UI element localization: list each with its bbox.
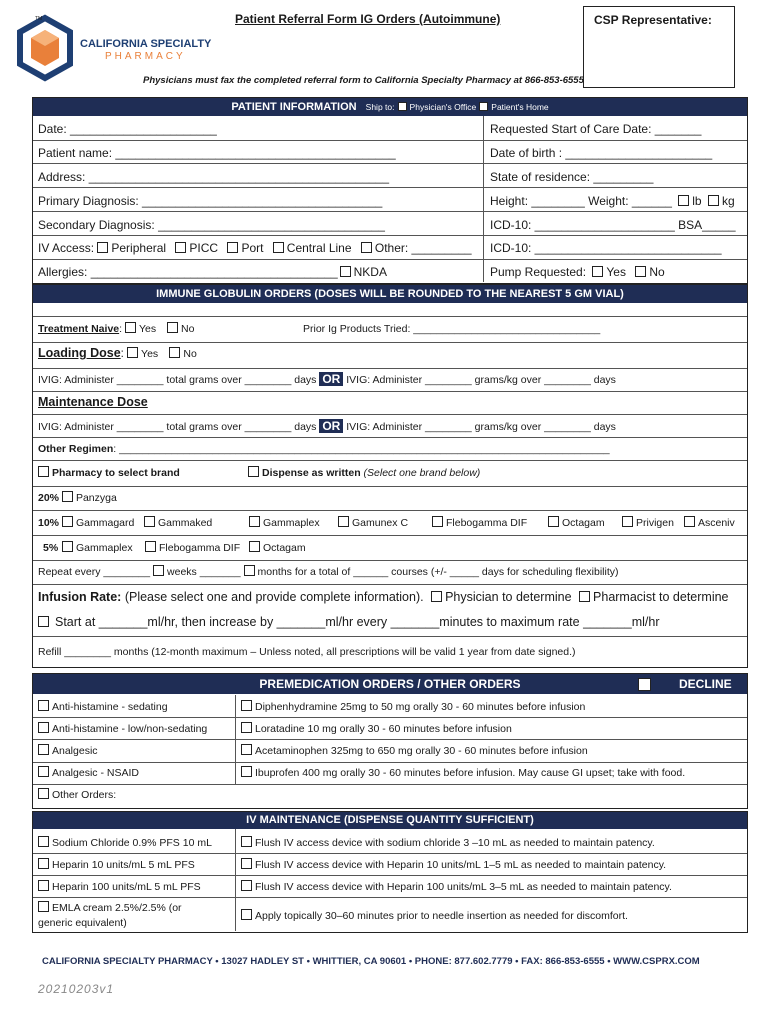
loading-dose-row: Loading Dose: Yes No [38,346,197,360]
checkbox-icon[interactable] [678,195,689,206]
other-orders-field[interactable]: Other Orders: [38,788,116,802]
checkbox-icon [684,516,695,527]
ship-to-label: Ship to: [365,102,395,112]
fax-note: Physicians must fax the completed referral form to California Specialty Pharmacy at 866-853-6555 [143,75,584,86]
premed-row-category[interactable]: Analgesic [38,744,98,758]
prior-ig-field[interactable]: Prior Ig Products Tried: ________________________________ [303,323,601,335]
iv-row-direction[interactable]: Flush IV access device with sodium chloride 3 –10 mL as needed to maintain patency. [241,836,655,850]
iv-row-product-emla-line2: generic equivalent) [38,917,127,929]
checkbox-icon[interactable] [244,565,255,576]
logo-hexagon-icon [14,14,76,84]
logo [14,14,76,84]
checkbox-icon [241,858,252,869]
brand-option[interactable]: Privigen [622,516,674,530]
decline-label: DECLINE [679,677,732,691]
checkbox-icon [241,909,252,920]
checkbox-icon [38,788,49,799]
checkbox-icon [38,766,49,777]
or-badge: OR [319,372,343,386]
premed-row-category[interactable]: Analgesic - NSAID [38,766,139,780]
checkbox-icon[interactable] [361,242,372,253]
checkbox-icon[interactable] [227,242,238,253]
premed-header: PREMEDICATION ORDERS / OTHER ORDERS DECLINE [33,674,747,694]
iv-maintenance-header: IV MAINTENANCE (DISPENSE QUANTITY SUFFICIENT) [33,812,747,829]
checkbox-icon[interactable] [579,591,590,602]
premed-row-order[interactable]: Loratadine 10 mg orally 30 - 60 minutes before infusion [241,722,512,736]
page-title: Patient Referral Form IG Orders (Autoimmune) [235,12,501,26]
brand-option[interactable]: Gammaked [144,516,212,530]
checkbox-icon [241,744,252,755]
version-label: 20210203v1 [38,982,115,996]
premed-row-category[interactable]: Anti-histamine - sedating [38,700,168,714]
checkbox-icon[interactable] [479,102,488,111]
brand-option[interactable]: Octagam [249,541,306,555]
iv-row-direction[interactable]: Apply topically 30–60 minutes prior to needle insertion as needed for discomfort. [241,909,628,923]
checkbox-icon[interactable] [273,242,284,253]
height-weight-field[interactable]: Height: ________ Weight: ______ lb kg [490,194,735,208]
iv-row-product[interactable]: Heparin 100 units/mL 5 mL PFS [38,880,201,894]
premed-row-category[interactable]: Anti-histamine - low/non-sedating [38,722,207,736]
icd10-field[interactable]: ICD-10: ____________________________ [490,241,722,255]
checkbox-icon[interactable] [62,491,73,502]
decline-checkbox-icon[interactable] [638,678,651,691]
checkbox-icon[interactable] [169,347,180,358]
footer-address: CALIFORNIA SPECIALTY PHARMACY • 13027 HADLEY ST • WHITTIER, CA 90601 • PHONE: 877.602.7779 • FAX: 866-853-6555 • WWW.CSPRX.COM [42,956,700,967]
brand-5-pct: 5% [43,542,59,554]
state-field[interactable]: State of residence: _________ [490,170,654,184]
csp-label: CSP Representative: [594,13,712,27]
checkbox-icon [38,836,49,847]
brand-option[interactable]: Flebogamma DIF [432,516,527,530]
dob-field[interactable]: Date of birth : ______________________ [490,146,713,160]
loading-ivig-row[interactable]: IVIG: Administer ________ total grams over ________ days OR IVIG: Administer ________ grams/kg over ________ days [38,372,616,386]
checkbox-icon [38,858,49,869]
checkbox-icon [241,700,252,711]
premed-row-order[interactable]: Diphenhydramine 25mg to 50 mg orally 30 - 60 minutes before infusion [241,700,585,714]
iv-row-product[interactable]: Sodium Chloride 0.9% PFS 10 mL [38,836,212,850]
checkbox-icon [249,516,260,527]
checkbox-icon [338,516,349,527]
primary-diagnosis-field[interactable]: Primary Diagnosis: ____________________________________ [38,194,383,208]
checkbox-icon[interactable] [97,242,108,253]
brand-option[interactable]: Gamunex C [338,516,408,530]
checkbox-icon[interactable] [635,266,646,277]
brand-option[interactable]: Gammagard [62,516,134,530]
or-badge: OR [319,419,343,433]
checkbox-icon[interactable] [248,466,259,477]
checkbox-icon [38,901,49,912]
start-rate-row[interactable]: Start at _______ml/hr, then increase by _______ml/hr every _______minutes to maximum rate _______ml/hr [38,615,660,629]
start-of-care-field[interactable]: Requested Start of Care Date: _______ [490,122,702,136]
checkbox-icon[interactable] [153,565,164,576]
checkbox-icon[interactable] [175,242,186,253]
brand-option[interactable]: Flebogamma DIF [145,541,240,555]
premed-row-order[interactable]: Ibuprofen 400 mg orally 30 - 60 minutes before infusion. May cause GI upset; take with food. [241,766,685,780]
checkbox-icon [548,516,559,527]
checkbox-icon[interactable] [708,195,719,206]
iv-row-product[interactable]: Heparin 10 units/mL 5 mL PFS [38,858,195,872]
checkbox-icon [144,516,155,527]
brand-pharmacy: PHARMACY [105,51,186,62]
checkbox-icon [622,516,633,527]
brand-option[interactable]: Gammaplex [62,541,133,555]
checkbox-icon [62,541,73,552]
treatment-naive-row: Treatment Naive: Yes No [38,323,195,335]
brand-name: CALIFORNIA SPECIALTY [80,38,212,50]
infusion-rate-row: Infusion Rate: (Please select one and provide complete information). Physician to determine Pharmacist to determine [38,590,729,604]
checkbox-icon [38,722,49,733]
iv-row-direction[interactable]: Flush IV access device with Heparin 100 units/mL 3–5 mL as needed to maintain patency. [241,880,672,894]
checkbox-icon[interactable] [38,466,49,477]
checkbox-icon[interactable] [167,322,178,333]
pharmacy-select-option[interactable]: Pharmacy to select brand [38,466,180,480]
date-field[interactable]: Date: ______________________ [38,122,217,136]
checkbox-icon [432,516,443,527]
immune-globulin-header: IMMUNE GLOBULIN ORDERS (DOSES WILL BE ROUNDED TO THE NEAREST 5 GM VIAL) [33,285,747,303]
patient-name-field[interactable]: Patient name: __________________________________________ [38,146,396,160]
ship-to-physician[interactable]: Physician's Office [398,102,477,112]
brand-option[interactable]: Gammaplex [249,516,320,530]
checkbox-icon [38,880,49,891]
pump-requested: Pump Requested: Yes No [490,265,665,279]
checkbox-icon[interactable] [592,266,603,277]
brand-10-pct: 10% [38,517,60,529]
refill-row[interactable]: Refill ________ months (12-month maximum – Unless noted, all prescriptions will be valid 1 year from date signed.) [38,646,576,658]
checkbox-icon[interactable] [38,616,49,627]
logo-tm: TM [35,16,43,22]
checkbox-icon[interactable] [125,322,136,333]
address-field[interactable]: Address: _____________________________________________ [38,170,390,184]
checkbox-icon [38,744,49,755]
checkbox-icon[interactable] [431,591,442,602]
iv-row-product-emla[interactable]: EMLA cream 2.5%/2.5% (or [38,901,182,915]
allergies-field[interactable]: Allergies: _____________________________________ NKDA [38,265,387,279]
csp-representative-box[interactable] [583,6,735,88]
checkbox-icon[interactable] [398,102,407,111]
brand-option[interactable]: Octagam [548,516,605,530]
checkbox-icon [62,516,73,527]
patient-info-header: PATIENT INFORMATION Ship to: Physician's Office Patient's Home [33,98,747,116]
checkbox-icon [241,722,252,733]
brand-option[interactable]: Asceniv [684,516,735,530]
nkda-checkbox-icon[interactable] [340,266,351,277]
checkbox-icon [38,700,49,711]
dispense-written-option[interactable]: Dispense as written (Select one brand below) [248,466,480,480]
checkbox-icon [249,541,260,552]
icd10-bsa-field[interactable]: ICD-10: _____________________ BSA_____ [490,218,736,232]
ship-to-patient[interactable]: Patient's Home [479,102,548,112]
secondary-diagnosis-field[interactable]: Secondary Diagnosis: __________________________________ [38,218,385,232]
checkbox-icon[interactable] [127,347,138,358]
checkbox-icon [241,880,252,891]
repeat-row[interactable]: Repeat every ________ weeks _______ months for a total of ______ courses (+/- _____ days for scheduling flexibility) [38,566,619,578]
iv-row-direction[interactable]: Flush IV access device with Heparin 10 units/mL 1–5 mL as needed to maintain patency. [241,858,666,872]
maintenance-ivig-row[interactable]: IVIG: Administer ________ total grams over ________ days OR IVIG: Administer ________ grams/kg over ________ days [38,419,616,433]
iv-access-row: IV Access: Peripheral PICC Port Central Line Other: _________ [38,241,472,255]
checkbox-icon [241,766,252,777]
maintenance-dose-label: Maintenance Dose [38,395,148,409]
premed-row-order[interactable]: Acetaminophen 325mg to 650 mg orally 30 - 60 minutes before infusion [241,744,588,758]
other-regimen-row[interactable]: Other Regimen: ____________________________________________________________________________________ [38,443,610,455]
brand-20-row: 20% Panzyga [38,492,117,504]
checkbox-icon [145,541,156,552]
checkbox-icon [241,836,252,847]
